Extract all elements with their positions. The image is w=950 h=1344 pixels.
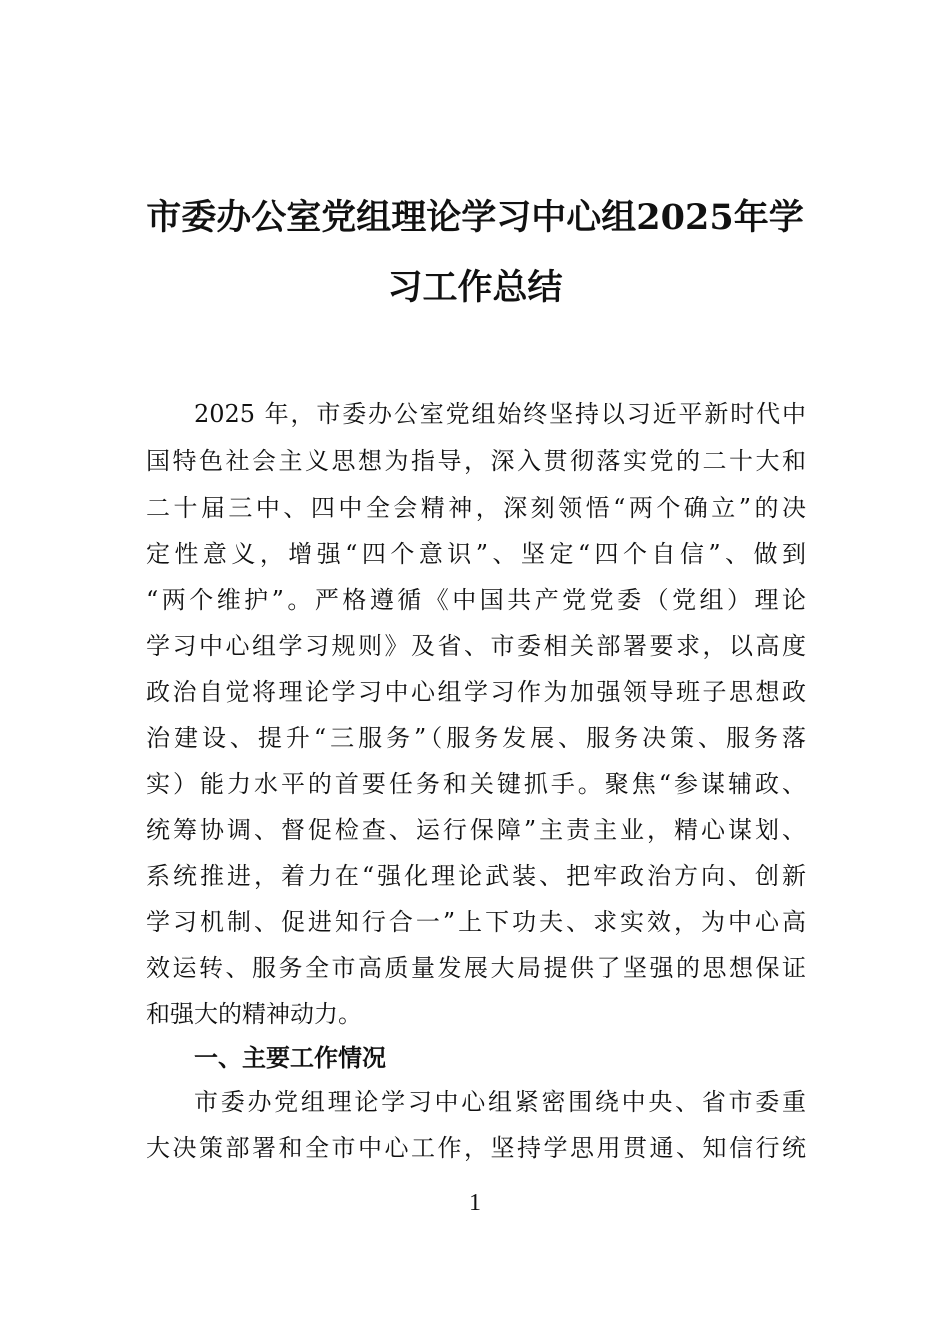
paragraph-1-line-9: 实）能力水平的首要任务和关键抓手。聚焦“参谋辅政、	[146, 770, 806, 798]
paragraph-1-line-3: 二十届三中、四中全会精神，深刻领悟“两个确立”的决	[146, 494, 806, 522]
paragraph-1-line-8: 治建设、提升“三服务”（服务发展、服务决策、服务落	[146, 724, 806, 752]
paragraph-1-line-2: 国特色社会主义思想为指导，深入贯彻落实党的二十大和	[146, 447, 806, 475]
document-title-line-2: 习工作总结	[387, 267, 563, 308]
paragraph-1-line-14: 和强大的精神动力。	[146, 1000, 362, 1028]
page-number: 1	[469, 1190, 481, 1216]
paragraph-1-line-4: 定性意义，增强“四个意识”、坚定“四个自信”、做到	[146, 540, 806, 568]
paragraph-1-line-5: “两个维护”。严格遵循《中国共产党党委（党组）理论	[146, 586, 806, 614]
paragraph-1-line-7: 政治自觉将理论学习中心组学习作为加强领导班子思想政	[146, 678, 806, 706]
paragraph-2-line-1: 市委办党组理论学习中心组紧密围绕中央、省市委重	[194, 1088, 806, 1116]
paragraph-1-line-10: 统筹协调、督促检查、运行保障”主责主业，精心谋划、	[146, 816, 806, 844]
document-title-line-1: 市委办公室党组理论学习中心组2025年学	[146, 197, 804, 238]
paragraph-1-line-1: 2025 年，市委办公室党组始终坚持以习近平新时代中	[194, 400, 806, 428]
paragraph-2-line-2: 大决策部署和全市中心工作，坚持学思用贯通、知信行统	[146, 1134, 806, 1162]
paragraph-1-line-6: 学习中心组学习规则》及省、市委相关部署要求，以高度	[146, 632, 806, 660]
paragraph-1-line-13: 效运转、服务全市高质量发展大局提供了坚强的思想保证	[146, 954, 806, 982]
section-1-heading: 一、主要工作情况	[194, 1044, 386, 1072]
paragraph-1-line-12: 学习机制、促进知行合一”上下功夫、求实效，为中心高	[146, 908, 806, 936]
paragraph-1-line-11: 系统推进，着力在“强化理论武装、把牢政治方向、创新	[146, 862, 806, 890]
